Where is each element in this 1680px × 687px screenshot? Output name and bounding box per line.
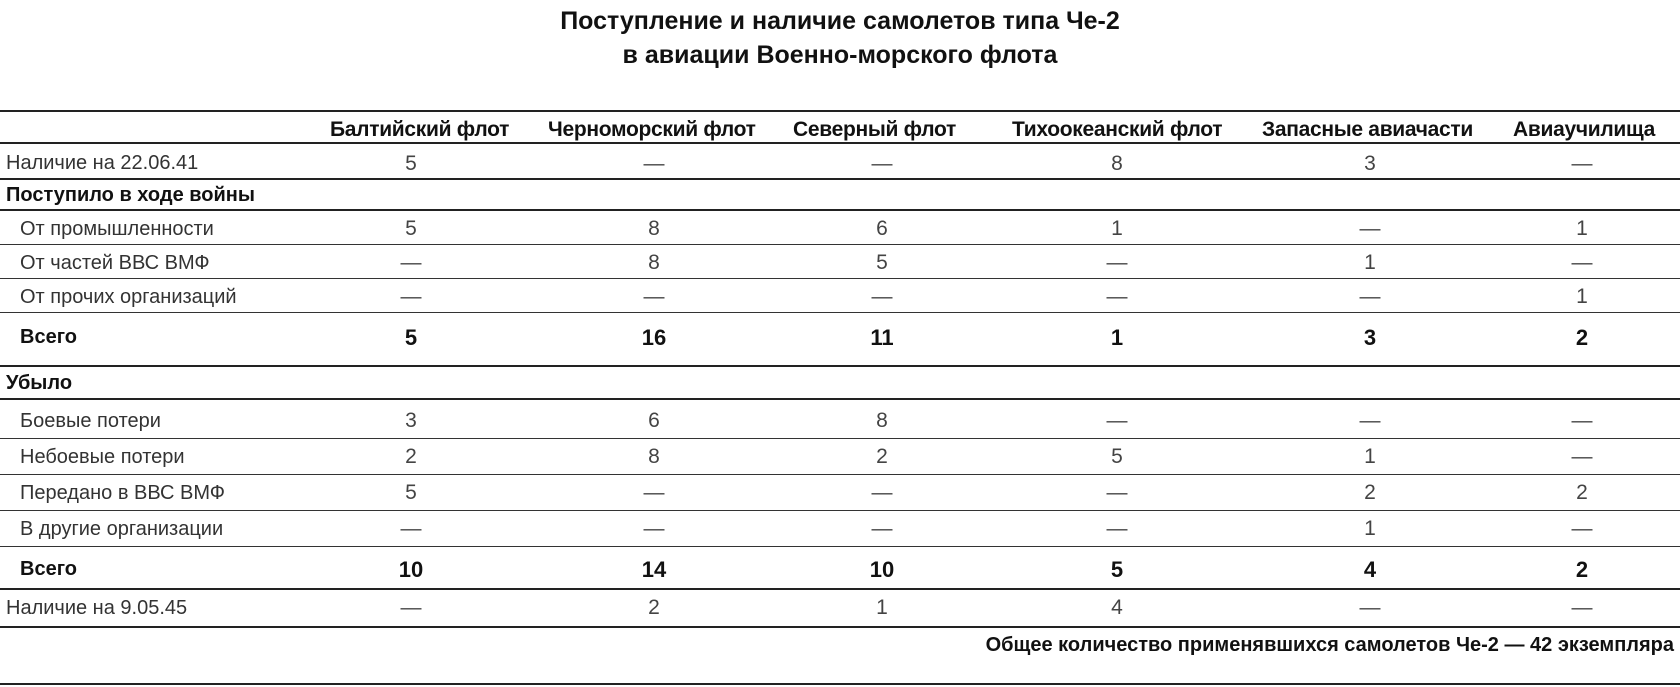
table-cell: 6 xyxy=(648,409,660,432)
table-cell: 8 xyxy=(648,217,660,240)
table-cell: — xyxy=(1571,152,1593,175)
row-label: От прочих организаций xyxy=(20,286,237,308)
table-cell: — xyxy=(1571,409,1593,432)
row-label: Небоевые потери xyxy=(20,446,185,468)
table-cell: — xyxy=(1571,445,1593,468)
table-cell: 1 xyxy=(1364,251,1376,274)
row-rule xyxy=(0,626,1680,628)
table-footnote: Общее количество применявшихся самолетов Че-2 — 42 экземпляра xyxy=(985,634,1674,656)
table-cell: — xyxy=(1359,596,1381,619)
column-header: Авиаучилища xyxy=(1513,118,1656,141)
table-cell: 8 xyxy=(648,251,660,274)
total-cell: 10 xyxy=(398,557,424,582)
title-line-1: Поступление и наличие самолетов типа Че-2 xyxy=(560,7,1120,35)
bottom-rule xyxy=(0,683,1680,685)
table-cell: — xyxy=(643,481,665,504)
table-cell: 1 xyxy=(876,596,888,619)
table-cell: — xyxy=(643,285,665,308)
table-cell: 3 xyxy=(1364,152,1376,175)
total-cell: 1 xyxy=(1110,325,1124,350)
column-header: Запасные авиачасти xyxy=(1262,118,1474,141)
table-cell: 2 xyxy=(1364,481,1376,504)
section-heading: Поступило в ходе войны xyxy=(6,184,255,206)
total-cell: 11 xyxy=(870,325,894,350)
row-rule xyxy=(0,244,1680,245)
table-cell: — xyxy=(871,152,893,175)
table-cell: — xyxy=(1106,517,1128,540)
table-cell: 8 xyxy=(648,445,660,468)
row-label: От промышленности xyxy=(20,218,214,240)
total-cell: 3 xyxy=(1363,325,1377,350)
row-rule xyxy=(0,546,1680,547)
total-cell: 10 xyxy=(869,557,895,582)
table-cell: — xyxy=(400,251,422,274)
table-cell: 8 xyxy=(1111,152,1123,175)
row-label: Боевые потери xyxy=(20,410,161,432)
row-rule xyxy=(0,278,1680,279)
total-cell: 4 xyxy=(1363,557,1377,582)
header-rule xyxy=(0,142,1680,144)
table-cell: — xyxy=(1359,217,1381,240)
table-cell: — xyxy=(1106,409,1128,432)
row-rule xyxy=(0,209,1680,211)
table-cell: — xyxy=(1106,251,1128,274)
table-cell: 2 xyxy=(876,445,888,468)
table-cell: 5 xyxy=(876,251,888,274)
table-cell: 5 xyxy=(405,217,417,240)
table-cell: 3 xyxy=(405,409,417,432)
row-label: Передано в ВВС ВМФ xyxy=(20,482,225,504)
column-header: Северный флот xyxy=(793,118,956,141)
table-cell: — xyxy=(400,285,422,308)
table-cell: — xyxy=(400,596,422,619)
table-cell: 5 xyxy=(405,481,417,504)
table-title xyxy=(0,4,1680,72)
table-cell: — xyxy=(1106,285,1128,308)
table-cell: — xyxy=(643,517,665,540)
column-header: Балтийский флот xyxy=(330,118,510,141)
row-label: Наличие на 22.06.41 xyxy=(6,152,199,174)
table-cell: — xyxy=(1359,285,1381,308)
table-cell: 5 xyxy=(405,152,417,175)
table-cell: 1 xyxy=(1364,445,1376,468)
table-cell: 6 xyxy=(876,217,888,240)
table-cell: 1 xyxy=(1111,217,1123,240)
section-heading: Убыло xyxy=(6,372,73,394)
table-cell: 2 xyxy=(648,596,660,619)
total-cell: 5 xyxy=(404,325,418,350)
table-cell: — xyxy=(871,481,893,504)
total-label: Всего xyxy=(20,326,77,348)
row-rule xyxy=(0,510,1680,511)
row-rule xyxy=(0,438,1680,439)
table-cell: 1 xyxy=(1576,217,1588,240)
table-cell: — xyxy=(1571,251,1593,274)
row-rule xyxy=(0,398,1680,400)
row-rule xyxy=(0,365,1680,367)
row-rule xyxy=(0,178,1680,180)
row-label: Наличие на 9.05.45 xyxy=(6,597,188,619)
top-rule xyxy=(0,110,1680,112)
column-header: Черноморский флот xyxy=(548,118,756,141)
row-rule xyxy=(0,312,1680,313)
row-rule xyxy=(0,588,1680,590)
table-cell: — xyxy=(1359,409,1381,432)
total-cell: 14 xyxy=(641,557,667,582)
table-cell: 2 xyxy=(1576,481,1588,504)
table-cell: 5 xyxy=(1111,445,1123,468)
table-cell: — xyxy=(871,285,893,308)
table-cell: 8 xyxy=(876,409,888,432)
title-line-2: в авиации Военно-морского флота xyxy=(622,41,1058,69)
total-cell: 16 xyxy=(641,325,667,350)
total-cell: 5 xyxy=(1110,557,1124,582)
table-cell: 1 xyxy=(1576,285,1588,308)
table-cell: — xyxy=(1571,596,1593,619)
total-cell: 2 xyxy=(1575,325,1589,350)
table-cell: 4 xyxy=(1111,596,1123,619)
table-cell: 1 xyxy=(1364,517,1376,540)
total-cell: 2 xyxy=(1575,557,1589,582)
table-cell: — xyxy=(1571,517,1593,540)
table-cell: — xyxy=(871,517,893,540)
table-cell: — xyxy=(1106,481,1128,504)
table-cell: 2 xyxy=(405,445,417,468)
row-label: В другие организации xyxy=(20,518,224,540)
total-label: Всего xyxy=(20,558,77,580)
row-rule xyxy=(0,474,1680,475)
column-header: Тихоокеанский флот xyxy=(1012,118,1223,141)
table-cell: — xyxy=(643,152,665,175)
table-cell: — xyxy=(400,517,422,540)
row-label: От частей ВВС ВМФ xyxy=(20,252,210,274)
